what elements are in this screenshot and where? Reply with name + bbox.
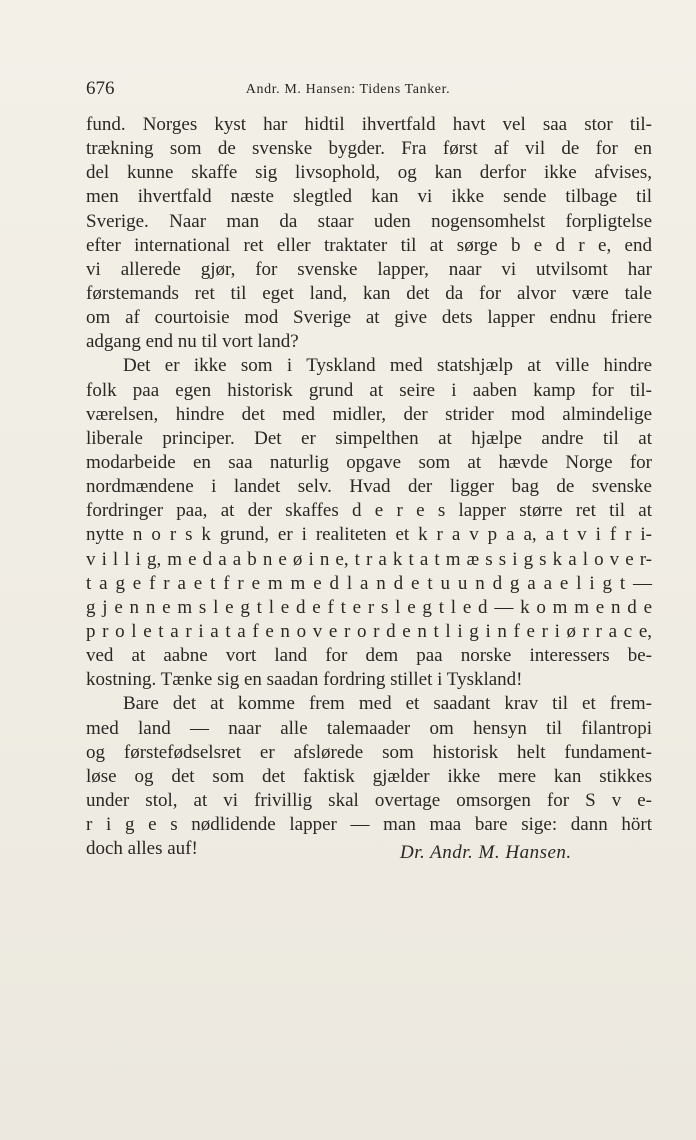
text-line: nytte n o r s k grund, er i realiteten et k r a v p a a, a t v i f r i- (86, 524, 652, 546)
text-line: liberale principer. Det er simpelthen at hjælpe andre til at (86, 427, 652, 449)
text-line: v i l l i g, m e d a a b n e ø i n e, t r a k t a t m æ s s i g s k a l o v e r- (86, 548, 652, 570)
text-line: nordmændene i landet selv. Hvad der ligger bag de svenske (86, 476, 652, 498)
text-line: g j e n n e m s l e g t l e d e f t e r s l e g t l e d — k o m m e n d e (86, 596, 652, 618)
text-line: førstemands ret til eget land, kan det da for alvor være tale (86, 282, 652, 304)
text-line: Sverige. Naar man da staar uden nogensomhelst forpligtelse (86, 210, 652, 232)
text-line: folk paa egen historisk grund at seire i aaben kamp for til- (86, 379, 652, 401)
text-line: med land — naar alle talemaader om hensyn til filantropi (86, 717, 652, 739)
text-line: under stol, at vi frivillig skal overtage omsorgen for S v e- (86, 789, 652, 811)
text-line: trækning som de svenske bygder. Fra først af vil de for en (86, 138, 652, 160)
text-line: fund. Norges kyst har hidtil ihvertfald havt vel saa stor til- (86, 114, 652, 135)
text-line: og førstefødselsret er afslørede som historisk helt fundament- (86, 741, 652, 763)
text-line: ved at aabne vort land for dem paa norske interessers be- (86, 645, 652, 667)
text-line: løse og det som det faktisk gjælder ikke mere kan stikkes (86, 765, 652, 787)
text-line: r i g e s nødlidende lapper — man maa bare sige: dann hört (86, 814, 652, 836)
text-line: Det er ikke som i Tyskland med statshjælp at ville hindre (123, 355, 652, 377)
body-text (86, 113, 652, 861)
text-line: fordringer paa, at der skaffes d e r e s lapper større ret til at (86, 500, 652, 522)
page-number: 676 (86, 78, 115, 99)
text-line: p r o l e t a r i a t a f e n o v e r o r d e n t l i g i n f e r i ø r r a c e, (86, 620, 652, 642)
text-line: vi allerede gjør, for svenske lapper, naar vi utvilsomt har (86, 258, 652, 280)
running-head: Andr. M. Hansen: Tidens Tanker. (245, 82, 451, 97)
author-signature: Dr. Andr. M. Hansen. (400, 842, 572, 863)
text-line: Bare det at komme frem med et saadant krav til et frem- (123, 693, 652, 715)
text-line: om af courtoisie mod Sverige at give dets lapper endnu friere (86, 307, 652, 329)
text-line: t a g e f r a e t f r e m m e d l a n d e t u u n d g a a e l i g t — (86, 572, 652, 594)
text-line: doch alles auf! (86, 838, 198, 860)
text-line: modarbeide en saa naturlig opgave som at hævde Norge for (86, 451, 652, 473)
text-line: kostning. Tænke sig en saadan fordring stillet i Tyskland! (86, 669, 523, 691)
text-line: adgang end nu til vort land? (86, 331, 299, 353)
text-line: del kunne skaffe sig livsophold, og kan derfor ikke afvises, (86, 162, 652, 184)
page-header (86, 78, 610, 102)
text-line: efter international ret eller traktater til at sørge b e d r e, end (86, 234, 652, 256)
text-line: værelsen, hindre det med midler, der strider mod almindelige (86, 403, 652, 425)
text-line: men ihvertfald næste slegtled kan vi ikke sende tilbage til (86, 186, 652, 208)
